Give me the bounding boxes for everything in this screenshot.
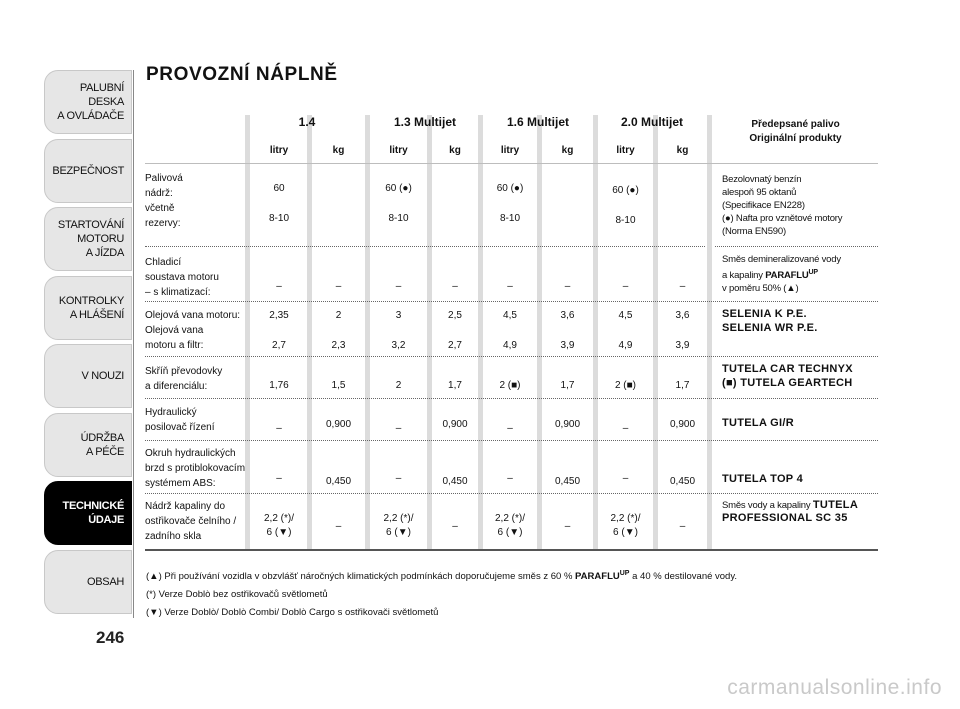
- cell-1-3-litry: –: [395, 473, 402, 484]
- cell-1-3-litry: 2,2 (*)/ 6 (▼): [383, 513, 414, 538]
- cell-2-0-kg: –: [679, 281, 686, 292]
- unit-kg: kg: [332, 145, 345, 156]
- spec-text: a kapaliny: [722, 270, 763, 282]
- cell-1-3-litry: –: [395, 281, 402, 292]
- spec-line: SELENIA K P.E.: [722, 308, 807, 320]
- group-header-2-0-multijet: 2.0 Multijet: [620, 115, 683, 129]
- cell-2-0-kg: 3,6 3,9: [675, 310, 690, 351]
- unit-litry: litry: [269, 145, 289, 156]
- cell-1-6-kg: 1,7: [560, 380, 575, 391]
- cell-2-0-litry: –: [622, 281, 629, 292]
- spec-power-steering: [722, 416, 882, 430]
- cell-1-4-kg: 2 2,3: [331, 310, 346, 351]
- cell-1-4-litry: 2,35 2,7: [269, 310, 289, 351]
- cell-2-0-kg: 0,450: [669, 476, 696, 487]
- cell-1-3-kg: –: [452, 281, 458, 292]
- cell-1-3-kg: –: [452, 521, 458, 532]
- cell-1-6-litry: 2,2 (*)/ 6 (▼): [494, 513, 525, 538]
- cell-1-4-litry: 60 8-10: [268, 183, 289, 224]
- row-label-washer: Nádrž kapaliny do ostřikovače čelního / zadního skla: [145, 501, 237, 542]
- cell-2-0-litry: –: [622, 473, 629, 484]
- row-divider: [145, 493, 878, 494]
- row-divider: [145, 301, 878, 302]
- page-number: 246: [96, 628, 125, 647]
- cell-1-6-litry: –: [507, 423, 513, 434]
- cell-1-4-litry: 2,2 (*)/ 6 (▼): [263, 513, 294, 538]
- spec-line: [722, 499, 882, 512]
- tab-v-nouzi[interactable]: V NOUZI: [44, 344, 132, 408]
- spec-line: [722, 266, 882, 282]
- cell-1-6-kg: 0,900: [554, 419, 581, 430]
- cell-1-6-kg: 3,6 3,9: [560, 310, 575, 351]
- spec-line: (■) TUTELA GEARTECH: [722, 377, 853, 389]
- cell-2-0-litry: 4,5 4,9: [618, 310, 633, 351]
- prescribed-header-line: Originální produkty: [749, 133, 842, 144]
- spec-brakes: [722, 472, 882, 486]
- cell-2-0-litry: 2 (■): [614, 380, 637, 391]
- row-label-power-steering: Hydraulický posilovač řízení: [145, 407, 215, 433]
- spec-engine-oil: [722, 307, 882, 335]
- spec-line: PROFESSIONAL SC 35: [722, 512, 848, 524]
- cell-2-0-litry: 2,2 (*)/ 6 (▼): [610, 513, 641, 538]
- tab-palubni-deska[interactable]: PALUBNÍ DESKA A OVLÁDAČE: [44, 70, 132, 134]
- footnote-triangle: [146, 565, 906, 586]
- cell-1-4-kg: –: [335, 521, 342, 532]
- cell-1-6-kg: –: [564, 281, 571, 292]
- cell-2-0-kg: 0,900: [669, 419, 696, 430]
- row-divider: [715, 246, 878, 247]
- unit-kg: kg: [449, 145, 461, 156]
- cell-1-3-litry: 60 (●) 8-10: [385, 183, 412, 224]
- cell-1-4-kg: 0,450: [325, 476, 352, 487]
- cell-1-6-litry: –: [507, 281, 513, 292]
- cell-1-3-kg: 0,450: [442, 476, 468, 487]
- row-divider: [145, 398, 878, 399]
- cell-1-4-litry: –: [276, 423, 282, 434]
- row-label-coolant: Chladicí soustava motoru – s klimatizací:: [145, 257, 219, 298]
- cell-1-4-litry: –: [276, 473, 282, 484]
- section-sidebar: [44, 70, 134, 618]
- tab-startovani[interactable]: STARTOVÁNÍ MOTORU A JÍZDA: [44, 207, 132, 271]
- spec-text: Směs vody a kapaliny: [722, 500, 811, 511]
- tab-obsah[interactable]: OBSAH: [44, 550, 132, 614]
- tab-bezpecnost[interactable]: BEZPEČNOST: [44, 139, 132, 203]
- row-divider: [145, 356, 878, 357]
- tab-kontrolky[interactable]: KONTROLKY A HLÁŠENÍ: [44, 276, 132, 340]
- spec-line: TUTELA GI/R: [722, 417, 794, 429]
- row-divider: [145, 440, 878, 441]
- footnote-brand: PARAFLU: [575, 571, 620, 583]
- cell-1-3-kg: 1,7: [448, 380, 462, 391]
- spec-line: Směs demineralizované vody: [722, 254, 841, 265]
- cell-1-6-litry: 60 (●) 8-10: [496, 183, 524, 224]
- spec-line: Bezolovnatý benzín: [722, 174, 802, 185]
- cell-1-3-kg: 2,5 2,7: [448, 310, 462, 351]
- row-divider: [145, 246, 705, 247]
- group-header-1-6-multijet: 1.6 Multijet: [506, 115, 569, 129]
- column-divider: [245, 115, 250, 551]
- spec-line: (Specifikace EN228): [722, 200, 805, 211]
- fluids-table: [145, 115, 878, 551]
- group-header-1-3-multijet: 1.3 Multijet: [393, 115, 456, 129]
- unit-litry: litry: [500, 145, 520, 156]
- spec-line: alespoň 95 oktanů: [722, 187, 797, 198]
- cell-1-4-kg: 0,900: [325, 419, 352, 430]
- unit-litry: litry: [389, 145, 408, 156]
- row-divider: [145, 163, 878, 164]
- cell-1-4-litry: 1,76: [269, 380, 289, 391]
- footnote-text: a 40 % destilované vody.: [632, 571, 738, 583]
- prescribed-header-line: Předepsané palivo: [751, 119, 840, 130]
- spec-gearbox: [722, 362, 882, 390]
- cell-1-3-litry: 3 3,2: [391, 310, 406, 351]
- cell-1-4-kg: 1,5: [331, 380, 346, 391]
- column-divider: [707, 115, 712, 551]
- unit-kg: kg: [561, 145, 574, 156]
- footnote-asterisk: (*) Verze Doblò bez ostřikovačů světlometů: [146, 589, 328, 601]
- spec-coolant: [722, 253, 882, 295]
- tab-udrzba[interactable]: ÚDRŽBA A PÉČE: [44, 413, 132, 477]
- spec-line: (●) Nafta pro vznětové motory: [722, 213, 843, 224]
- cell-2-0-kg: –: [679, 521, 686, 532]
- spec-line: (Norma EN590): [722, 226, 786, 237]
- prescribed-header: [713, 118, 878, 146]
- row-label-gearbox: Skříň převodovky a diferenciálu:: [145, 366, 223, 392]
- spec-brand: TUTELA: [812, 499, 859, 511]
- footnote-text: (▲) Při používání vozidla v obzvlášť náročných klimatických podmínkách doporučujeme směs z 60 %: [146, 571, 573, 583]
- cell-1-3-litry: –: [395, 423, 402, 434]
- footnote-brand-sup: UP: [619, 570, 630, 577]
- spec-brand: PARAFLU: [765, 270, 809, 282]
- cell-1-6-litry: –: [507, 473, 513, 484]
- unit-litry: litry: [616, 145, 635, 156]
- spec-line: v poměru 50% (▲): [722, 283, 799, 295]
- page-title: PROVOZNÍ NÁPLNĚ: [146, 64, 338, 85]
- spec-line: SELENIA WR P.E.: [722, 322, 818, 334]
- row-label-brakes: Okruh hydraulických brzd s protiblokovacím systémem ABS:: [145, 448, 246, 489]
- row-label-engine-oil: Olejová vana motoru: Olejová vana motoru a filtr:: [145, 310, 241, 351]
- footnote-down-triangle: (▼) Verze Doblò/ Doblò Combi/ Doblò Cargo s ostřikovači světlometů: [146, 607, 439, 619]
- cell-1-3-litry: 2: [395, 380, 402, 391]
- watermark: carmanualsonline.info: [727, 676, 942, 699]
- spec-line: TUTELA TOP 4: [722, 473, 804, 485]
- cell-1-3-kg: 0,900: [442, 419, 468, 430]
- cell-1-6-kg: 0,450: [554, 476, 581, 487]
- spec-washer: [722, 499, 882, 525]
- cell-1-4-kg: –: [335, 281, 342, 292]
- spec-fuel: [722, 173, 882, 238]
- cell-1-6-kg: –: [564, 521, 571, 532]
- footnotes: [146, 565, 906, 622]
- row-label-fuel-tank: Palivová nádrž: včetně rezervy:: [145, 173, 183, 229]
- cell-2-0-kg: 1,7: [675, 380, 690, 391]
- cell-1-6-litry: 2 (■): [499, 380, 521, 391]
- cell-2-0-litry: –: [622, 423, 629, 434]
- cell-2-0-litry: 60 (●) 8-10: [612, 185, 639, 226]
- spec-brand-sup: UP: [808, 269, 818, 276]
- spec-line: TUTELA CAR TECHNYX: [722, 363, 853, 375]
- cell-1-4-litry: –: [276, 281, 282, 292]
- table-bottom-rule: [145, 549, 878, 551]
- cell-1-6-litry: 4,5 4,9: [503, 310, 517, 351]
- group-header-1-4: 1.4: [298, 115, 316, 129]
- unit-kg: kg: [676, 145, 689, 156]
- tab-technicke-udaje[interactable]: TECHNICKÉ ÚDAJE: [44, 481, 132, 545]
